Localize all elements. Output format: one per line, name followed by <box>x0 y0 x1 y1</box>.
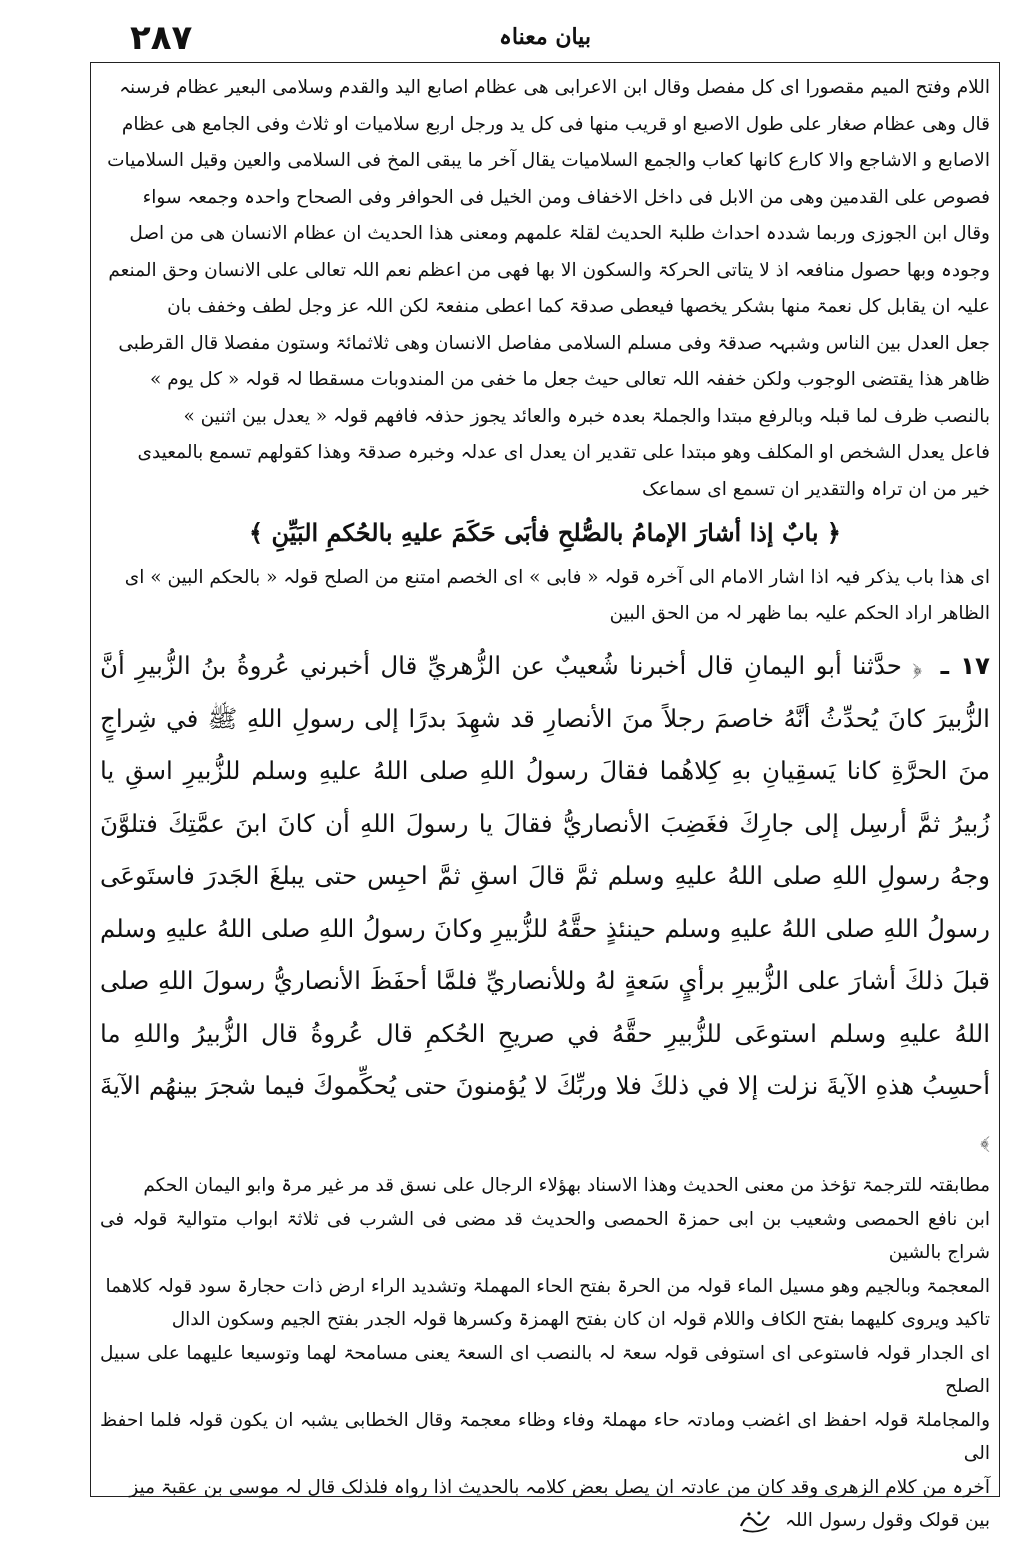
sharh-line: ای الجدار قولہ فاستوعی ای استوفی قولہ سعۃ لہ بالنصب ای السعۃ یعنی مسامحۃ لھما وتوسیعا علیھما علی سبیل الصلح <box>100 1342 990 1397</box>
page-number: ۲۸۷ <box>130 18 193 58</box>
commentary-line: وجودہ وبھا حصول منافعہ اذ لا یتاتی الحرکۃ والسکون الا بھا فھی من اعظم نعم اللہ تعالی علی الانسان وحق المنعم <box>108 259 990 281</box>
commentary-line: الاصابع و الاشاجع والا کارع کانھا کعاب والجمع السلامیات یقال آخر ما یبقی المخ فی السلامی والعین وقیل السلامیات <box>107 150 990 171</box>
commentary-line: وقال ابن الجوزی وربما شددہ احداث طلبۃ الحدیث لقلۃ علمھم ومعنی ھذا الحدیث ان عظام الانسان ھی من اصل <box>129 223 990 244</box>
sharh-line: ابن نافع الحمصی وشعیب بن ابی حمزۃ الحمصی والحدیث قد مضی فی الشرب فی ثلاثۃ ابواب متوالیۃ قولہ فی شراج بالشین <box>100 1208 990 1263</box>
commentary-line: علیہ ان یقابل کل نعمۃ منھا بشکر یخصھا فیعطی صدقۃ کما اعطی منفعۃ لکن اللہ عز وجل لطف وخفف بان <box>167 296 990 317</box>
commentary-line: فاعل یعدل الشخص او المکلف وھو مبتدا علی تقدیر ان یعدل ای عدلہ وخبرہ صدقۃ وھذا کقولھم تسمع بالمعیدی <box>137 442 990 463</box>
chapter-heading: ﴿ بابٌ إذا أشارَ الإمامُ بالصُّلحِ فأبَى حَكَمَ عليهِ بالحُكمِ البَيِّنِ ﴾ <box>249 518 841 547</box>
commentary-line: ظاھر ھذا یقتضی الوجوب ولکن خففہ اللہ تعالی حیث جعل ما خفی من المندوبات مسقطا لہ قولہ « کل یوم » <box>150 369 990 390</box>
commentary-line: خیر من ان تراہ والتقدیر ان تسمع ای سماعک <box>641 478 990 500</box>
commentary-line: فصوص علی القدمین وھی من الابل فی داخل الاخفاف ومن الخیل فی الحوافر وفی الصحاح واحدہ وجمعہ سواء <box>142 186 990 208</box>
sharh-line: المعجمۃ وبالجیم وھو مسیل الماء قولہ من الحرۃ بفتح الحاء المھملۃ وتشدید الراء ارض ذات حجارۃ سود قولہ کلاھما <box>105 1275 990 1297</box>
sharh-line: آخرہ من کلام الزھری وقد کان من عادتہ ان یصل بعض کلامہ بالحدیث اذا رواہ فلذلک قال لہ موسی بن عقبۃ میز <box>129 1476 990 1498</box>
hadith-body: ﴿ حدَّثنا أبو اليمانِ قال أخبرنا شُعيبٌ عن الزُّهريِّ قال أخبرني عُروةُ بنُ الزُّبيرِ أنَّ الزُّبيرَ كانَ يُحدِّثُ أنَّهُ خاصمَ رجلاً منَ الأنصارِ قد شهِدَ بدرًا إلى رسولِ اللهِ ﷺ في شِراجٍ منَ الحرَّةِ كانا يَسقِيانِ بهِ كِلاهُما فقالَ رسولُ اللهِ صلى اللهُ عليهِ وسلم للزُّبيرِ اسقِ يا زُبيرُ ثمَّ أرسِل إلى جارِكَ فغَضِبَ الأنصاريُّ فقالَ يا رسولَ اللهِ أن كانَ ابنَ عمَّتِكَ فتلوَّنَ وجهُ رسولِ اللهِ صلى اللهُ عليهِ وسلم ثمَّ قالَ اسقِ ثمَّ احبِس حتى يبلغَ الجَدرَ فاستَوعَى رسولُ اللهِ صلى اللهُ عليهِ وسلم حينئذٍ حقَّهُ للزُّبيرِ وكانَ رسولُ اللهِ صلى اللهُ عليهِ وسلم قبلَ ذلكَ أشارَ على الزُّبيرِ برأيٍ سَعةٍ لهُ وللأنصاريِّ فلمَّا أحفَظَ الأنصاريُّ رسولَ اللهِ صلى اللهُ عليهِ وسلم استوعَى للزُّبيرِ حقَّهُ في صريحِ الحُكمِ قال عُروةُ قال الزُّبيرُ واللهِ ما أحسِبُ هذهِ الآيةَ نزلت إلا في ذلكَ فلا وربِّكَ لا يُؤمنونَ حتى يُحكِّموكَ فيما شجرَ بينهُم الآيةَ ﴾ <box>100 651 990 1153</box>
sharh-block <box>100 1169 990 1538</box>
commentary-block <box>100 70 990 508</box>
sharh-line <box>100 1504 990 1538</box>
sharh-line: مطابقتہ للترجمۃ تؤخذ من معنی الحدیث وھذا الاسناد بھؤلاء الرجال علی نسق قد مر غیر مرۃ وابو الیمان الحکم <box>143 1175 990 1196</box>
commentary-line: بالنصب ظرف لما قبلہ وبالرفع مبتدا والجملۃ بعدہ خبرہ والعائد یجوز حذفہ فافھم قولہ « یعدل بین اثنین » <box>183 405 990 427</box>
salawat-ligature-icon <box>737 1508 773 1534</box>
commentary-line: قال وھی عظام صغار علی طول الاصبع او قریب منھا فی کل ید ورجل اربع سلامیات او ثلاث وفی الجامع ھی عظام <box>121 113 990 135</box>
page-header <box>90 18 1000 58</box>
hadith-text <box>100 640 990 1165</box>
sharh-line: والمجاملۃ قولہ احفظ ای اغضب ومادتہ حاء مھملۃ وفاء وظاء معجمۃ وقال الخطابی یشبہ ان یکون قولہ فلما احفظ الی <box>100 1409 990 1464</box>
chapter-comment-line: الظاھر اراد الحکم علیہ بما ظھر لہ من الحق البین <box>609 603 990 624</box>
sharh-line: تاکید ویروی کلیھما بفتح الکاف واللام قولہ ان کان بفتح الھمزۃ وکسرھا قولہ الجدر بفتح الجیم وسکون الدال <box>171 1309 990 1330</box>
hadith-number: ١٧ ـ <box>940 651 990 680</box>
chapter-comment-line: ای ھذا باب یذکر فیہ اذا اشار الامام الی آخرہ قولہ « فابی » ای الخصم امتنع من الصلح قولہ « بالحکم البین » ای <box>124 567 990 588</box>
running-head: بیان معناہ <box>499 24 591 50</box>
commentary-line: اللام وفتح المیم مقصورا ای کل مفصل وقال ابن الاعرابی ھی عظام اصابع الید والقدم وسلامی البعیر عظام فرسنہ <box>119 77 990 98</box>
page-content <box>100 70 990 1538</box>
sharh-last-text: بین قولک وقول رسول اللہ <box>785 1510 990 1531</box>
commentary-line: جعل العدل بین الناس وشبہہ صدقۃ وفی مسلم السلامی مفاصل الانسان وھی ثلاثمائۃ وستون مفصلا قال القرطبی <box>118 332 990 354</box>
